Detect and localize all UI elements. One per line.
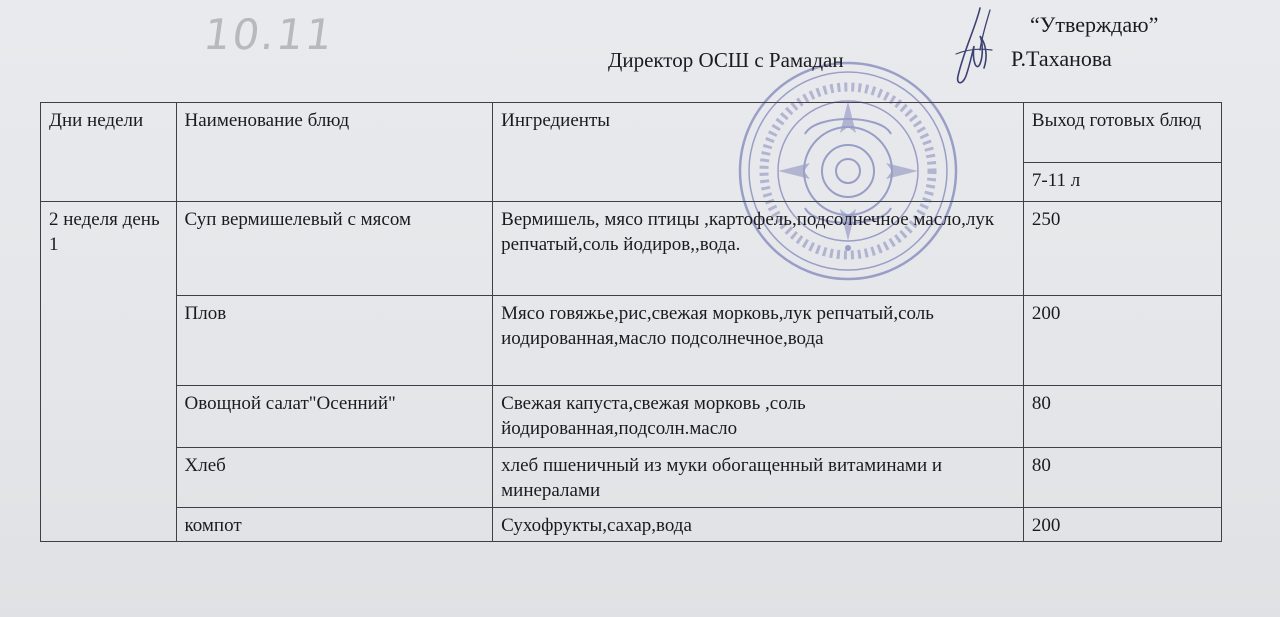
- ingredients-cell: Вермишель, мясо птицы ,картофель,подсолнечное масло,лук репчатый,соль йодиров,,вода.: [493, 202, 1024, 296]
- ingredients-cell: хлеб пшеничный из муки обогащенный витаминами и минералами: [493, 448, 1024, 508]
- dish-cell: Суп вермишелевый с мясом: [176, 202, 493, 296]
- header-ingredients: Ингредиенты: [493, 103, 1024, 202]
- handwritten-date: 10.11: [200, 10, 338, 59]
- approval-heading: “Утверждаю”: [1030, 12, 1159, 37]
- output-cell: 200: [1023, 296, 1221, 386]
- dish-cell: Плов: [176, 296, 493, 386]
- table-row: [41, 202, 1222, 296]
- header-dish: Наименование блюд: [176, 103, 493, 202]
- table-row: [41, 386, 1222, 448]
- dish-cell: компот: [176, 508, 493, 542]
- output-cell: 250: [1023, 202, 1221, 296]
- output-cell: 200: [1023, 508, 1221, 542]
- ingredients-cell: Сухофрукты,сахар,вода: [493, 508, 1024, 542]
- ingredients-cell: Мясо говяжье,рис,свежая морковь,лук репчатый,соль иодированная,масло подсолнечное,вода: [493, 296, 1024, 386]
- header-output: Выход готовых блюд: [1023, 103, 1221, 163]
- output-cell: 80: [1023, 448, 1221, 508]
- director-title: Директор ОСШ с Рамадан: [608, 48, 844, 72]
- day-cell: 2 неделя день 1: [41, 202, 177, 542]
- table-header-row: [41, 103, 1222, 163]
- table-row: [41, 448, 1222, 508]
- menu-table: [40, 102, 1222, 542]
- header-age-group: 7-11 л: [1023, 163, 1221, 202]
- output-cell: 80: [1023, 386, 1221, 448]
- table-row: [41, 296, 1222, 386]
- director-name: Р.Таханова: [1011, 46, 1112, 71]
- dish-cell: Хлеб: [176, 448, 493, 508]
- table-row: [41, 508, 1222, 542]
- dish-cell: Овощной салат"Осенний": [176, 386, 493, 448]
- ingredients-cell: Свежая капуста,свежая морковь ,соль йодированная,подсолн.масло: [493, 386, 1024, 448]
- header-day: Дни недели: [41, 103, 177, 202]
